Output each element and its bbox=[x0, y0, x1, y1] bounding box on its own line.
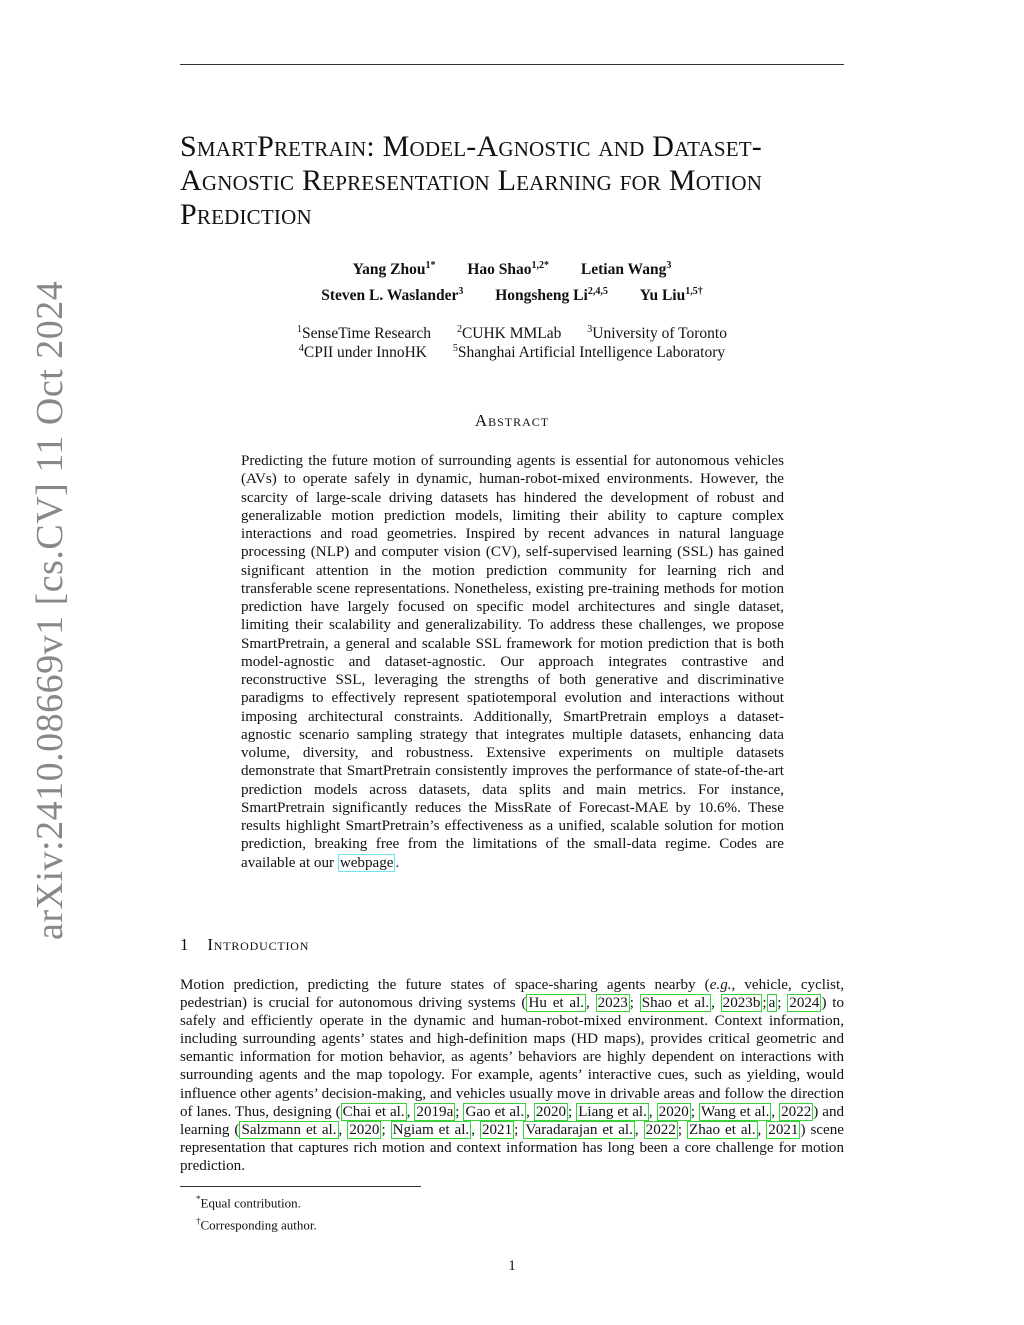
affiliations-row-1 bbox=[180, 324, 844, 343]
intro-paragraph: Motion prediction, predicting the future states of space-sharing agents nearby (e.g., vehicle, cyclist, pedestrian) is crucial for autonomous driving systems ( Hu et al. , 2023 ; Shao et al. , 2023b ; a ; 2024 ) to safely and efficiently operate in the dynamic and human-robot-mixed environment. Context information, including surrounding agents’ states and high-definition maps (HD maps), provides critical geometric and semantic information for motion behavior, as agents’ behaviors are highly dependent on interactions with surrounding agents and the map topology. For example, agents’ interactive cues, such as yielding, would influence other agents’ decision-making, and vehicles usually move in drivable areas and follow the direction of lanes. Thus, designing ( Chai et al. , 2019a ; Gao et al. , 2020 ; Liang et al. , 2020 ; Wang et al. , 2022 ) and learning ( Salzmann et al. , 2020 ; Ngiam et al. , 2021 ; Varadarajan et al. , 2022 ; Zhao et al. , 2021 ) scene representation that captures rich motion and context information has long been a core challenge for motion prediction. bbox=[180, 977, 845, 1174]
citation-link[interactable]: 2023b bbox=[722, 995, 761, 1012]
authors-row-1 bbox=[180, 260, 844, 279]
citation-link[interactable]: Liang et al. bbox=[578, 1103, 647, 1120]
citation-link[interactable]: 2019a bbox=[416, 1103, 454, 1120]
citation-link[interactable]: 2022 bbox=[645, 1121, 676, 1138]
citation-link[interactable]: Chai et al. bbox=[342, 1103, 405, 1120]
author: Yang Zhou$^{1*}$ bbox=[352, 260, 436, 279]
author: Hongsheng Li$^{2,4,5}$ bbox=[495, 286, 608, 305]
citation-link[interactable]: Shao et al. bbox=[641, 995, 710, 1012]
affiliation: $^3$University of Toronto bbox=[587, 324, 727, 343]
citation-link[interactable]: Ngiam et al. bbox=[392, 1121, 470, 1138]
footnote-corresponding-author: †Corresponding author. bbox=[196, 1216, 317, 1233]
footnote-equal-contribution: *Equal contribution. bbox=[196, 1194, 301, 1211]
abstract-body: Predicting the future motion of surrounding agents is essential for autonomous vehicles (AVs) to operate safely in dynamic, human-robot-mixed environments. However, the scarcity of large-scale driving datasets has hindered the development of robust and generalizable motion prediction models, limiting their ability to capture complex interactions and road geometries. Inspired by recent advances in natural language processing (NLP) and computer vision (CV), self-supervised learning (SSL) has gained significant attention in the motion prediction community for learning rich and transferable scene representations. Nonetheless, existing pre-training methods for motion prediction have largely focused on specific model architectures and single dataset, limiting their scalability and generalizability. To address these challenges, we propose SmartPretrain, a general and scalable SSL framework for motion prediction that is both model-agnostic and dataset-agnostic. Our approach integrates contrastive and reconstructive SSL, leveraging the strengths of both generative and discriminative paradigms to effectively represent spatiotemporal evolution and interactions without imposing architectural constraints. Additionally, SmartPretrain employs a dataset-agnostic scenario sampling strategy that integrates multiple datasets, enhancing data volume, diversity, and robustness. Extensive experiments on multiple datasets demonstrate that SmartPretrain consistently improves the performance of state-of-the-art prediction models across datasets, data splits and main metrics. For instance, SmartPretrain significantly reduces the MissRate of Forecast-MAE by 10.6%. These results highlight SmartPretrain’s effectiveness as a unified, scalable solution for motion prediction, breaking free from the limitations of the small-data regime. Codes are available at our webpage . bbox=[241, 453, 784, 871]
affiliation: $^4$CPII under InnoHK bbox=[298, 343, 427, 362]
webpage-link[interactable]: webpage bbox=[339, 854, 394, 871]
top-rule bbox=[180, 64, 844, 65]
citation-link[interactable]: 2020 bbox=[658, 1103, 689, 1120]
page-number: 1 bbox=[508, 1258, 516, 1274]
citation-link[interactable]: Varadarajan et al. bbox=[525, 1121, 633, 1138]
citation-link[interactable]: Hu et al. bbox=[528, 995, 585, 1012]
citation-link[interactable]: Salzmann et al. bbox=[241, 1121, 337, 1138]
affiliations-row-2 bbox=[180, 343, 844, 362]
author: Hao Shao$^{1,2*}$ bbox=[467, 260, 550, 279]
footnotes bbox=[196, 1190, 317, 1235]
citation-link[interactable]: 2022 bbox=[781, 1103, 812, 1120]
citation-link[interactable]: Zhao et al. bbox=[689, 1121, 756, 1138]
citation-link[interactable]: 2021 bbox=[481, 1121, 513, 1138]
affiliation: $^1$SenseTime Research bbox=[297, 324, 432, 343]
section-number: 1 bbox=[180, 935, 190, 954]
author: Steven L. Waslander$^3$ bbox=[321, 286, 464, 305]
citation-link[interactable]: 2020 bbox=[535, 1103, 567, 1120]
paper-title: SmartPretrain: Model-Agnostic and Dataset-Agnostic Representation Learning for Motion Prediction bbox=[180, 130, 763, 231]
citation-link[interactable]: 2023 bbox=[597, 995, 628, 1012]
affiliation: $^2$CUHK MMLab bbox=[456, 324, 562, 343]
footnote-rule bbox=[180, 1186, 421, 1187]
abstract-heading: Abstract bbox=[474, 411, 550, 430]
abstract-text: Predicting the future motion of surrounding agents is essential for autonomous vehicles (AVs) to operate safely in dynamic, human-robot-mixed environments. However, the scarcity of large-scale driving datasets has hindered the development of robust and generalizable motion prediction models, limiting their ability to capture complex interactions and road geometries. Inspired by recent advances in natural language processing (NLP) and computer vision (CV), self-supervised learning (SSL) has gained significant attention in the motion prediction community for learning rich and transferable scene representations. Nonetheless, existing pre-training methods for motion prediction have largely focused on specific model architectures and single dataset, limiting their scalability and generalizability. To address these challenges, we propose SmartPretrain, a general and scalable SSL framework for motion prediction that is both model-agnostic and dataset-agnostic. Our approach integrates contrastive and reconstructive SSL, leveraging the strengths of both generative and discriminative paradigms to effectively represent spatiotemporal evolution and interactions without imposing architectural constraints. Additionally, SmartPretrain employs a dataset-agnostic scenario sampling strategy that integrates multiple datasets, enhancing data volume, diversity, and robustness. Extensive experiments on multiple datasets demonstrate that SmartPretrain consistently improves the performance of state-of-the-art prediction models across datasets, data splits and main metrics. For instance, SmartPretrain significantly reduces the MissRate of Forecast-MAE by 10.6%. These results highlight SmartPretrain’s effectiveness as a unified, scalable solution for motion prediction, breaking free from the limitations of the small-data regime. Codes are available at our bbox=[241, 453, 784, 871]
citation-link[interactable]: Gao et al. bbox=[465, 1103, 525, 1120]
citation-link[interactable]: 2020 bbox=[349, 1121, 380, 1138]
authors-row-2 bbox=[180, 286, 844, 305]
section-title: Introduction bbox=[207, 935, 310, 954]
section-heading bbox=[180, 935, 309, 955]
author: Letian Wang$^3$ bbox=[580, 260, 672, 279]
arxiv-stamp: arXiv:2410.08669v1 [cs.CV] 11 Oct 2024 bbox=[29, 280, 71, 940]
affiliation: $^5$Shanghai Artificial Intelligence Laboratory bbox=[452, 343, 726, 362]
citation-link[interactable]: 2021 bbox=[768, 1121, 799, 1138]
citation-link[interactable]: a bbox=[768, 995, 776, 1012]
citation-link[interactable]: 2024 bbox=[789, 995, 820, 1012]
citation-link[interactable]: Wang et al. bbox=[701, 1103, 770, 1120]
author: Yu Liu$^{1,5\dagger}$ bbox=[639, 286, 703, 305]
